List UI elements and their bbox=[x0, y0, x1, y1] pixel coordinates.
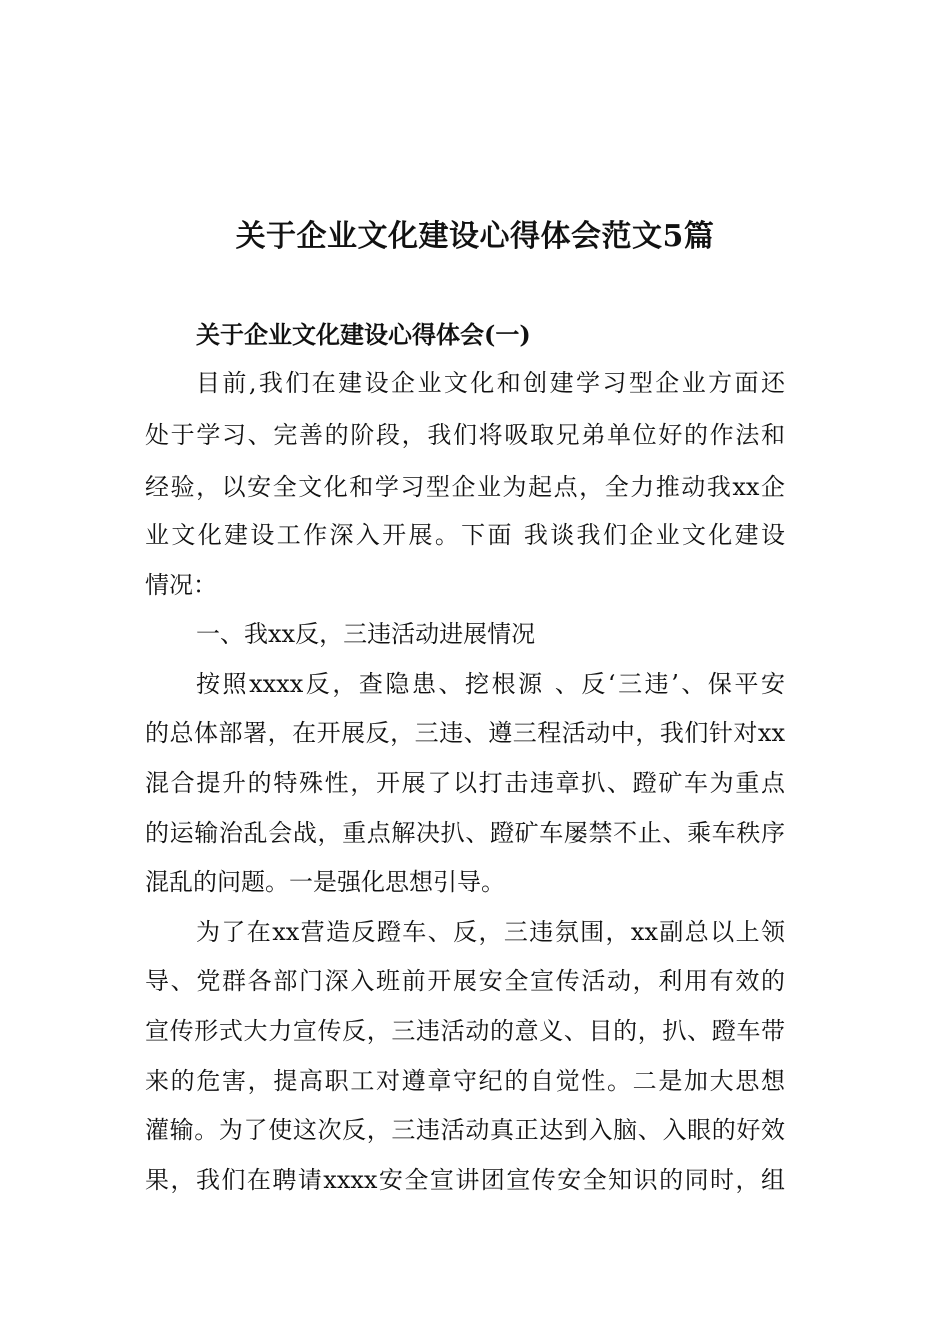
paragraph-line: 业文化建设工作深入开展。下面 我谈我们企业文化建设 bbox=[145, 521, 785, 549]
paragraph-line: 宣传形式大力宣传反，三违活动的意义、目的，扒、蹬车带 bbox=[145, 1017, 785, 1045]
paragraph-line: 的总体部署，在开展反，三违、遵三程活动中，我们针对xx bbox=[145, 719, 785, 747]
paragraph-line: 来的危害，提高职工对遵章守纪的自觉性。二是加大思想 bbox=[145, 1067, 785, 1095]
paragraph-line: 为了在xx营造反蹬车、反，三违氛围，xx副总以上领 bbox=[196, 918, 785, 946]
paragraph-line: 处于学习、完善的阶段，我们将吸取兄弟单位好的作法和 bbox=[145, 421, 785, 449]
paragraph-line: 的运输治乱会战，重点解决扒、蹬矿车屡禁不止、乘车秩序 bbox=[145, 819, 785, 847]
paragraph-line: 按照xxxx反，查隐患、挖根源 、反‘三违’、保平安 bbox=[196, 670, 785, 698]
paragraph-line: 情况： bbox=[145, 571, 217, 599]
paragraph-line: 灌输。为了使这次反，三违活动真正达到入脑、入眼的好效 bbox=[145, 1116, 785, 1144]
paragraph-line: 果，我们在聘请xxxx安全宣讲团宣传安全知识的同时，组 bbox=[145, 1166, 785, 1194]
paragraph-line: 混合提升的特殊性，开展了以打击违章扒、蹬矿车为重点 bbox=[145, 769, 785, 797]
paragraph-line: 目前,我们在建设企业文化和创建学习型企业方面还 bbox=[196, 369, 785, 397]
document-title: 关于企业文化建设心得体会范文5篇 bbox=[235, 219, 715, 254]
paragraph-line: 导、党群各部门深入班前开展安全宣传活动，利用有效的 bbox=[145, 967, 785, 995]
section-heading: 关于企业文化建设心得体会(一) bbox=[196, 320, 531, 349]
paragraph-line: 经验，以安全文化和学习型企业为起点，全力推动我xx企 bbox=[145, 473, 785, 501]
paragraph-line: 混乱的问题。一是强化思想引导。 bbox=[145, 868, 505, 896]
section-point: 一、我xx反，三违活动进展情况 bbox=[196, 620, 536, 648]
